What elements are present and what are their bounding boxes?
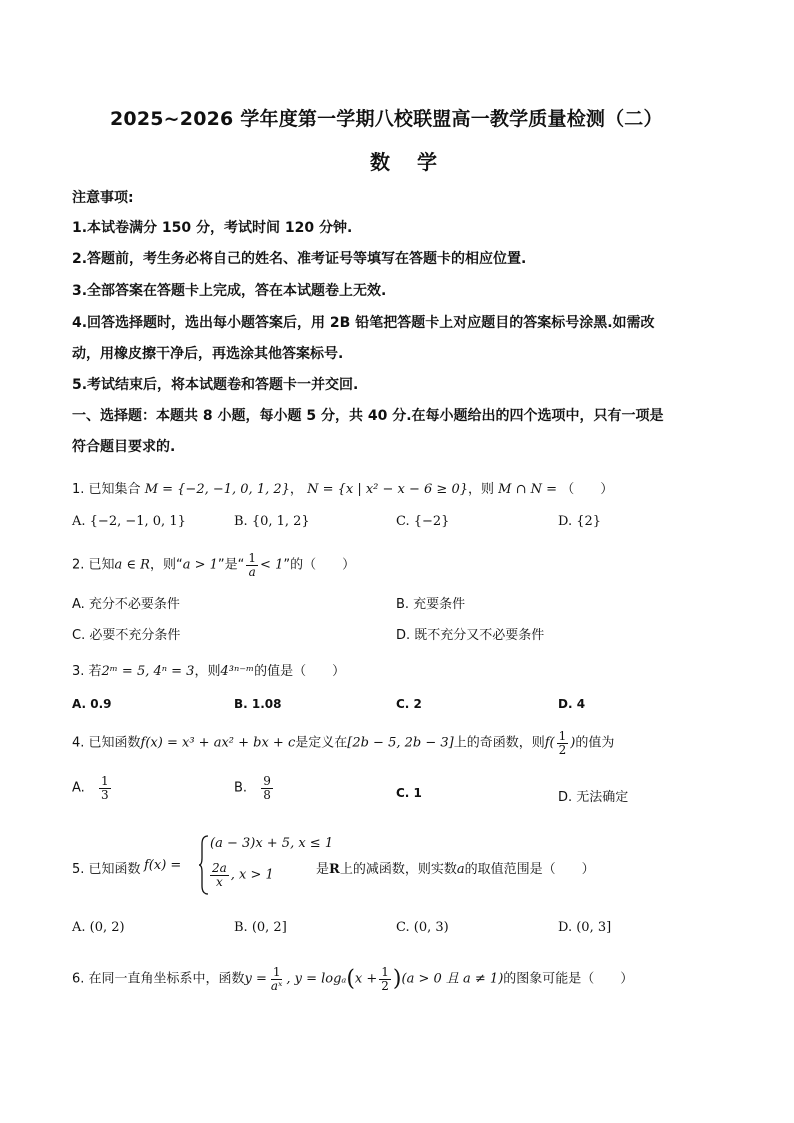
q1-set-n: N = {x | x² − x − 6 ≥ 0} [307,482,469,497]
q5-fx: f(x) = [144,858,182,873]
note-item-1: 1.本试卷满分 150 分，考试时间 120 分钟. [72,220,353,236]
note-item-3: 3.全部答案在答题卡上完成，答在本试题卷上无效. [72,283,387,299]
q2-frac-num: 1 [248,551,257,565]
q3-option-b[interactable]: B. 1.08 [234,697,282,711]
q4-b-num: 9 [263,774,271,788]
q5-option-b[interactable]: B. (0, 2] [234,920,287,935]
q2-mid1: ，则“ [149,557,183,573]
q1-prefix: 1. 已知集合 [72,482,141,497]
q6-inner-frac [379,966,391,992]
q1-option-a[interactable]: A. {−2, −1, 0, 1} [72,514,186,529]
q5-mid: 是 [316,862,330,877]
q4-option-b-frac [261,775,273,801]
q5-option-a[interactable]: A. (0, 2) [72,920,125,935]
q4-option-b[interactable] [234,775,275,801]
q2-prefix: 2. 已知 [72,557,115,573]
q4-option-b-label: B. [234,780,248,796]
q2-frac-den: a [248,564,256,579]
notes-heading: 注意事项: [72,190,134,206]
q3-option-a[interactable]: A. 0.9 [72,697,112,711]
q6-y1-den: aˣ [270,978,283,993]
q6-y1: y = [244,971,267,987]
q4-prefix: 4. 已知函数 [72,735,141,751]
q3-prefix: 3. 若 [72,664,102,679]
q4-option-c[interactable]: C. 1 [396,786,422,800]
q3-end: 的值是（ ） [254,664,346,679]
q6-inner-num: 1 [381,965,389,979]
q3-mid: ，则 [194,664,221,679]
q1-option-d[interactable]: D. {2} [558,514,602,529]
q4-option-d[interactable]: D. 无法确定 [558,790,629,805]
q6-y2: , y = logₐ [286,971,347,987]
q5-case2-den: x [216,874,223,889]
q4-fx: f(x) = x³ + ax² + bx + c [140,735,296,751]
q5-option-d[interactable]: D. (0, 3] [558,920,612,935]
q2-option-a[interactable]: A. 充分不必要条件 [72,597,180,612]
q5-prefix: 5. 已知函数 [72,862,141,877]
q6-end: 的图象可能是（ ） [503,971,634,987]
q4-frac-den: 2 [558,742,567,757]
question-3 [72,660,345,679]
q6-rparen: ) [392,966,402,992]
q6-prefix: 6. 在同一直角坐标系中，函数 [72,971,245,987]
q1-ask: ，则 [468,482,495,497]
q1-sep: ， [289,482,303,497]
q1-option-b[interactable]: B. {0, 1, 2} [234,514,310,529]
q2-p: a > 1 [182,557,218,573]
note-item-4: 4.回答选择题时，选出每小题答案后，用 2B 铅笔把答题卡上对应题目的答案标号涂黑.如需改 [72,315,655,331]
q5-var: a [456,862,465,877]
q6-cond: (a > 0 且 a ≠ 1) [401,971,504,987]
q5-case2-cond: , x > 1 [230,867,274,883]
q5-end1: 上的减函数，则实数 [339,862,457,877]
q2-fraction [246,552,258,578]
exam-subject: 数 学 [370,150,447,174]
q2-option-c[interactable]: C. 必要不充分条件 [72,628,181,643]
q4-end: 的值为 [575,735,615,751]
q3-target: 4³ⁿ⁻ᵐ [220,664,255,679]
q5-option-c[interactable]: C. (0, 3) [396,920,449,935]
q4-b-den: 8 [263,787,271,802]
q4-frac-num: 1 [558,729,567,743]
q2-lt: < 1 [260,557,284,573]
q4-interval: [2b − 5, 2b − 3] [347,735,454,751]
q5-case2 [208,862,274,888]
q3-expr: 2ᵐ = 5, 4ⁿ = 3 [101,664,195,679]
q2-mid2: ”是“ [217,557,245,573]
q4-a-den: 3 [100,787,109,802]
q1-expr: M ∩ N = [498,482,558,497]
q6-lparen: ( [346,966,355,992]
question-4 [72,730,614,756]
q3-option-d[interactable]: D. 4 [558,697,586,711]
q2-option-d[interactable]: D. 既不充分又不必要条件 [396,628,545,643]
q5-end2: 的取值范围是（ ） [464,862,595,877]
question-1 [72,478,613,497]
q4-option-a[interactable] [72,775,113,801]
q1-paren: （ ） [561,482,614,497]
q4-option-a-frac [99,775,111,801]
q5-tail [316,858,595,877]
q4-a-num: 1 [100,774,109,788]
q5-case1: (a − 3)x + 5, x ≤ 1 [210,836,334,851]
question-6 [72,966,633,992]
q6-y1-frac [269,966,284,992]
question-2 [72,552,355,578]
q6-y1-num: 1 [272,965,281,979]
q6-inner-den: 2 [381,978,389,993]
note-item-5: 5.考试结束后，将本试题卷和答题卡一并交回. [72,377,359,393]
q4-option-a-label: A. [72,780,85,796]
note-item-4-cont: 动，用橡皮擦干净后，再选涂其他答案标号. [72,346,344,362]
q5-R: R [329,862,340,877]
q5-case2-frac [210,862,229,888]
exam-title: 2025~2026 学年度第一学期八校联盟高一教学质量检测（二） [110,108,663,130]
q4-target-end: ) [570,735,576,751]
q4-mid: 是定义在 [295,735,348,751]
q4-target: f( [544,735,555,751]
q6-inner: x + [354,971,378,987]
note-item-2: 2.答题前，考生务必将自己的姓名、准考证号等填写在答题卡的相应位置. [72,251,527,267]
q5-case2-num: 2a [212,861,227,875]
q2-end: ”的（ ） [283,557,356,573]
section-heading-line1: 一、选择题：本题共 8 小题，每小题 5 分，共 40 分.在每小题给出的四个选项中，只有一项是 [72,408,664,424]
section-heading-line2: 符合题目要求的. [72,439,176,455]
q4-mid2: 上的奇函数，则 [453,735,545,751]
q4-fraction [557,730,569,756]
q2-option-b[interactable]: B. 充要条件 [396,597,466,612]
q1-set-m: M = {−2, −1, 0, 1, 2} [144,482,290,497]
q1-option-c[interactable]: C. {−2} [396,514,450,529]
q3-option-c[interactable]: C. 2 [396,697,422,711]
q2-cond: a ∈ R [114,557,150,573]
